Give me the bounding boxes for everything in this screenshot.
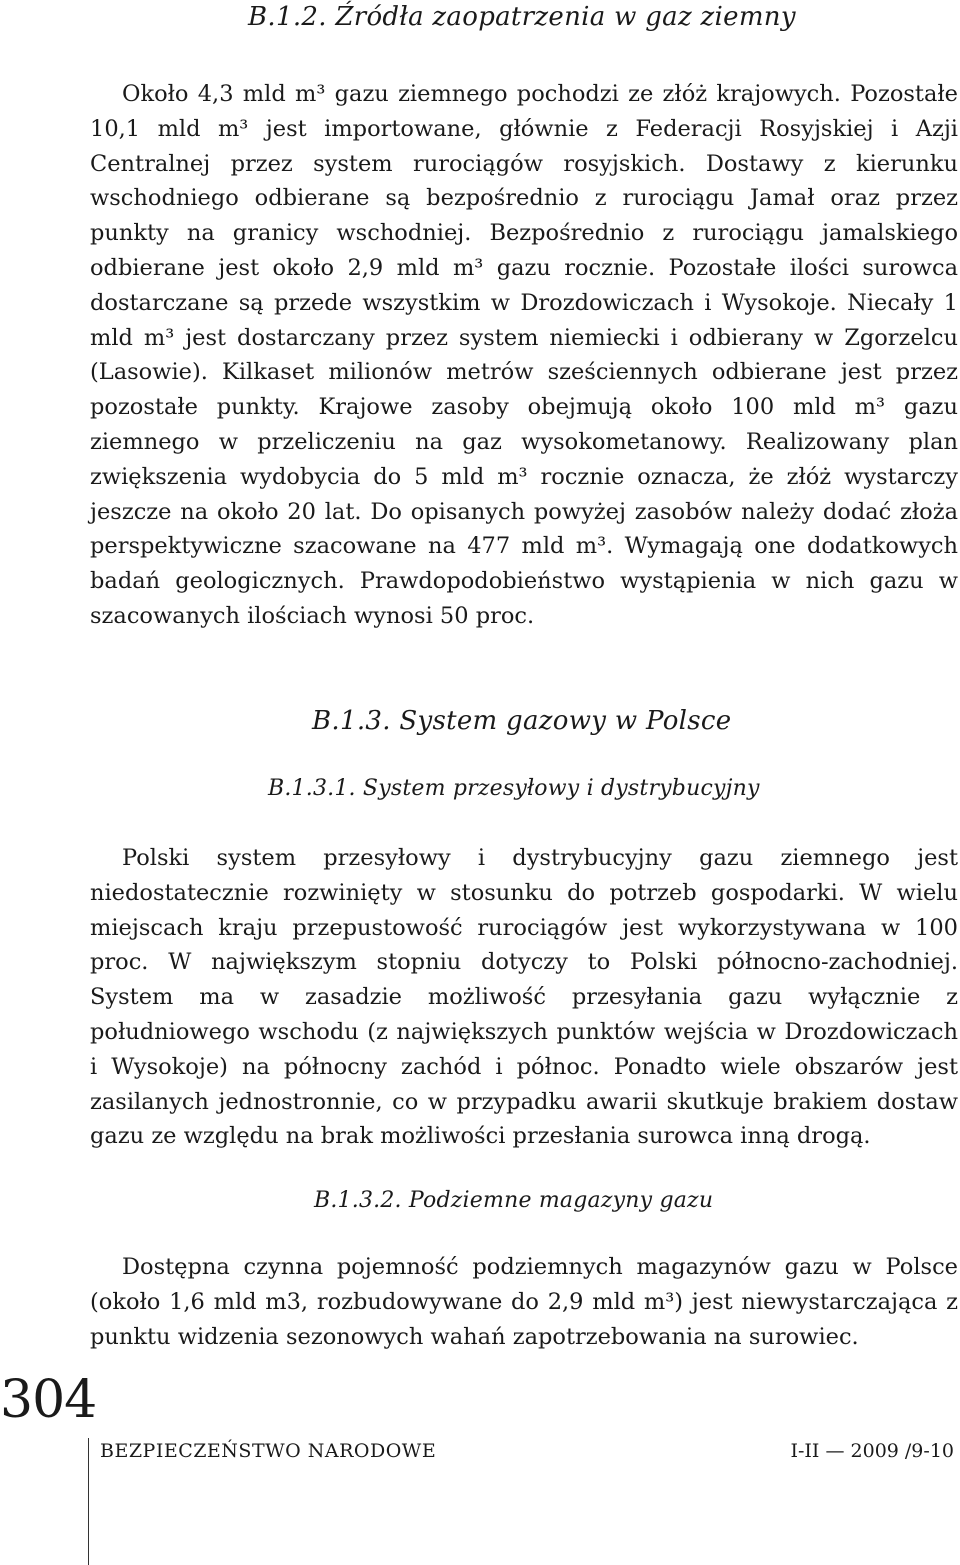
- paragraph-text: Polski system przesyłowy i dystrybucyjny gazu ziemnego jest niedostatecznie rozwinięty w stosunku do potrzeb gospodarki. W wielu miejscach kraju przepustowość rurociągów jest wykorzystywana w 100 proc. W największym stopniu dotyczy to Polski północno-zachodniej. System ma w zasadzie możliwość przesyłania gazu wyłącznie z południowego wschodu (z największych punktów wejścia w Drozdowiczach i Wysokoje) na północny zachód i północ. Ponadto wiele obszarów jest zasilanych jednostronnie, co w przypadku awarii skutkuje brakiem dostaw gazu ze względu na brak możliwości przesłania surowca inną drogą.: [90, 845, 958, 1150]
- paragraph-gas-sources: [90, 77, 958, 634]
- paragraph-text: Około 4,3 mld m³ gazu ziemnego pochodzi ze złóż krajowych. Pozostałe 10,1 mld m³ jest importowane, głównie z Federacji Rosyjskiej i Azji Centralnej przez system rurociągów rosyjskich. Dostawy z kierunku wschodniego odbierane są bezpośrednio z rurociągu Jamał oraz przez punkty na granicy wschodniej. Bezpośrednio z rurociągu jamalskiego odbierane jest około 2,9 mld m³ gazu rocznie. Pozostałe ilości surowca dostarczane są przede wszystkim w Drozdowiczach i Wysokoje. Niecały 1 mld m³ jest dostarczany przez system niemiecki i odbierany w Zgorzelcu (Lasowie). Kilkaset milionów metrów sześciennych odbierane jest przez pozostałe punkty. Krajowe zasoby obejmują około 100 mld m³ gazu ziemnego w przeliczeniu na gaz wysokometanowy. Realizowany plan zwiększenia wydobycia do 5 mld m³ rocznie oznacza, że złóż wystarczy jeszcze na około 20 lat. Do opisanych powyżej zasobów należy dodać złoża perspektywiczne szacowane na 477 mld m³. Wymagają one dodatkowych badań geologicznych. Prawdopodobieństwo wystąpienia w nich gazu w szacowanych ilościach wynosi 50 proc.: [90, 81, 958, 629]
- section-heading-b-1-3-1: B.1.3.1. System przesyłowy i dystrybucyjny: [268, 776, 760, 801]
- section-heading-b-1-3: B.1.3. System gazowy w Polsce: [312, 706, 732, 736]
- paragraph-transmission-system: [90, 841, 958, 1154]
- footer-journal-title: BEZPIECZEŃSTWO NARODOWE: [100, 1440, 437, 1462]
- paragraph-text: Dostępna czynna pojemność podziemnych magazynów gazu w Polsce (około 1,6 mld m3, rozbudowywane do 2,9 mld m³) jest niewystarczająca z punktu widzenia sezonowych wahań zapotrzebowania na surowiec.: [90, 1254, 958, 1350]
- section-heading-b-1-3-2: B.1.3.2. Podziemne magazyny gazu: [314, 1188, 714, 1213]
- paragraph-gas-storage: [90, 1250, 958, 1354]
- page-number: 304: [0, 1370, 97, 1430]
- footer-issue: I-II — 2009 /9-10: [790, 1440, 954, 1462]
- section-heading-b-1-2: B.1.2. Źródła zaopatrzenia w gaz ziemny: [248, 2, 796, 32]
- footer-divider: [88, 1438, 89, 1565]
